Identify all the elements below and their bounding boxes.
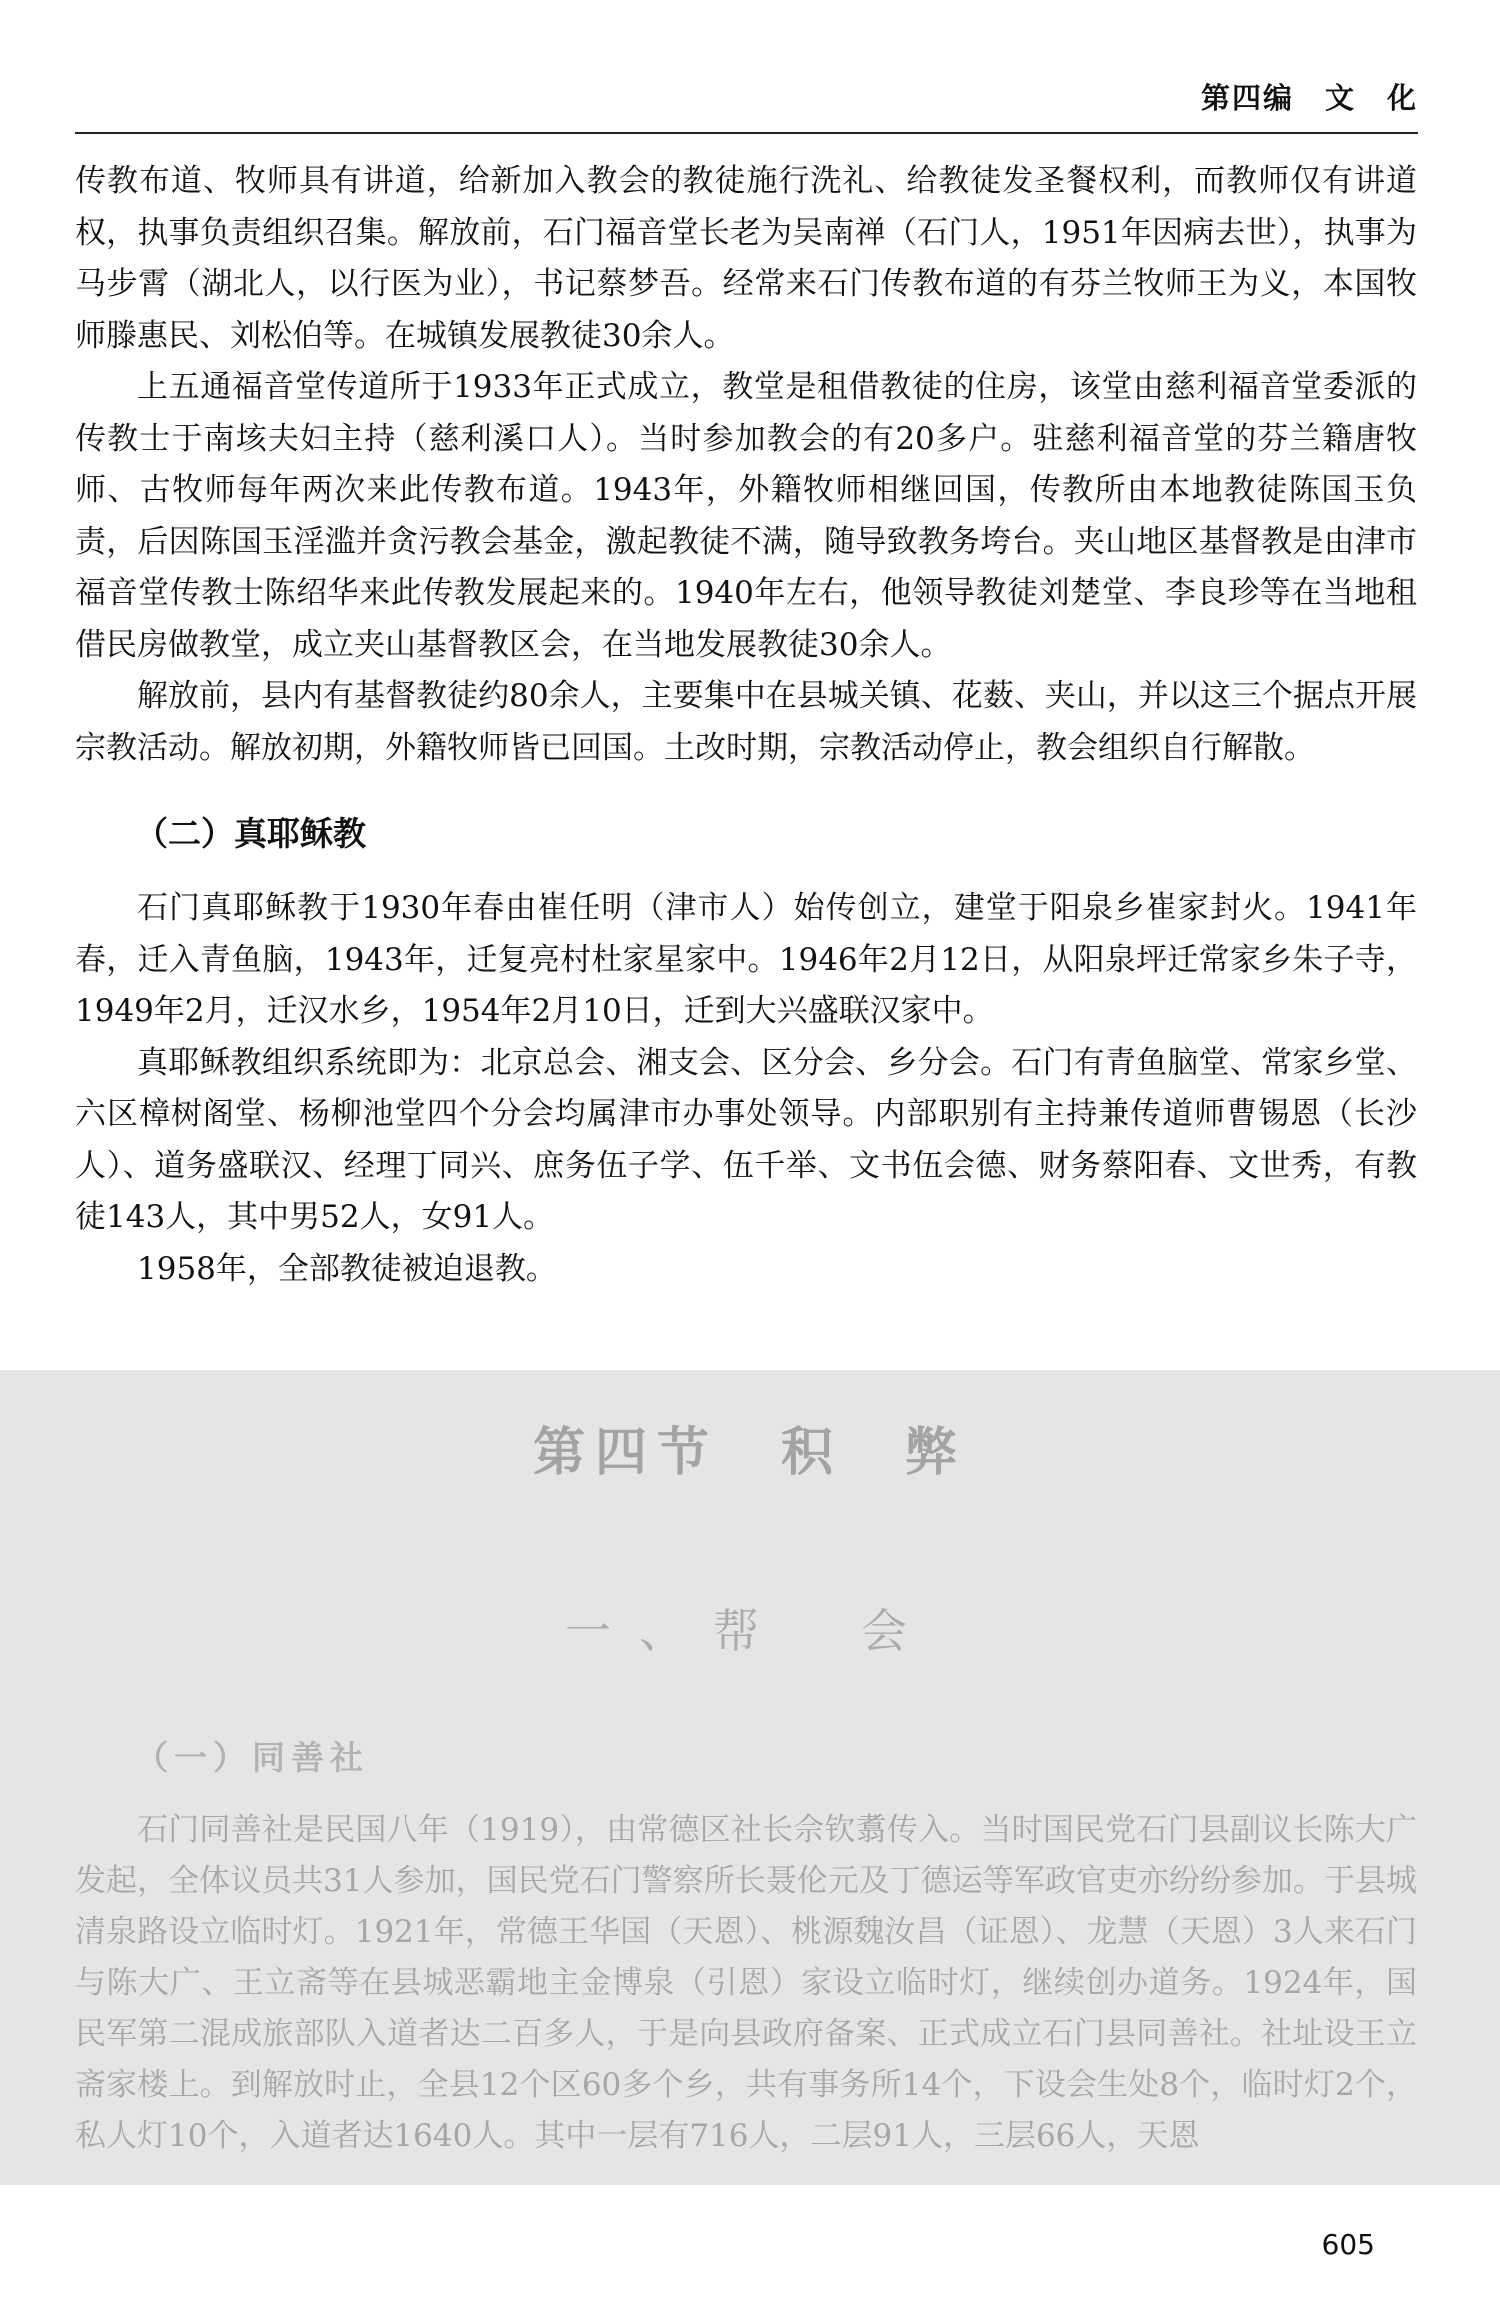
section-protestant <box>75 156 1417 774</box>
subsection-heading: （一）同善社 <box>135 1738 369 1777</box>
paragraph: 解放前，县内有基督教徒约80余人，主要集中在县城关镇、花薮、夹山，并以这三个据点开展宗教活动。解放初期，外籍牧师皆已回国。土改时期，宗教活动停止，教会组织自行解散。 <box>75 678 1417 766</box>
section-true-jesus-church <box>75 883 1417 1295</box>
paragraph: 石门同善社是民国八年（1919），由常德区社长佘钦翥传入。当时国民党石门县副议长陈大广发起，全体议员共31人参加，国民党石门警察所长聂伦元及丁德运等军政官吏亦纷纷参加。于县城清泉路设立临时灯。1921年，常德王华国（天恩）、桃源魏汝昌（证恩）、龙慧（天恩）3人来石门与陈大广、王立斋等在县城恶霸地主金博泉（引恩）家设立临时灯，继续创办道务。1924年，国民军第二混成旅部队入道者达二百多人，于是向县政府备案、正式成立石门县同善社。社址设王立斋家楼上。到解放时止，全县12个区60多个乡，共有事务所14个，下设会生处8个，临时灯2个，私人灯10个，入道者达1640人。其中一层有716人，二层91人，三层66人，天恩 <box>75 1812 1417 2154</box>
running-head-title: 第四编 文 化 <box>1200 81 1418 115</box>
section-title: 第四节 积 弊 <box>532 1422 967 1483</box>
paragraph: 1958年，全部教徒被迫退教。 <box>137 1250 557 1287</box>
paragraph: 上五通福音堂传道所于1933年正式成立，教堂是租借教徒的住房，该堂由慈利福音堂委派的传教士于南垓夫妇主持（慈利溪口人）。当时参加教会的有20多户。驻慈利福音堂的芬兰籍唐牧师、古牧师每年两次来此传教布道。1943年，外籍牧师相继回国，传教所由本地教徒陈国玉负责，后因陈国玉淫滥并贪污教会基金，激起教徒不满，随导致教务垮台。夹山地区基督教是由津市福音堂传教士陈绍华来此传教发展起来的。1940年左右，他领导教徒刘楚堂、李良珍等在当地租借民房做教堂，成立夹山基督教区会，在当地发展教徒30余人。 <box>75 369 1417 663</box>
subsection-heading: （二）真耶稣教 <box>135 814 366 853</box>
chapter-title: 一、帮 会 <box>565 1604 935 1658</box>
faded-text <box>75 1805 1417 2162</box>
page-number: 605 <box>1321 2228 1375 2261</box>
paragraph: 真耶稣教组织系统即为：北京总会、湘支会、区分会、乡分会。石门有青鱼脑堂、常家乡堂、六区樟树阁堂、杨柳池堂四个分会均属津市办事处领导。内部职别有主持兼传道师曹锡恩（长沙人）、道务盛联汉、经理丁同兴、庶务伍子学、伍千举、文书伍会德、财务蔡阳春、文世秀，有教徒143人，其中男52人，女91人。 <box>75 1044 1417 1235</box>
paragraph: 传教布道、牧师具有讲道，给新加入教会的教徒施行洗礼、给教徒发圣餐权利，而教师仅有讲道权，执事负责组织召集。解放前，石门福音堂长老为吴南禅（石门人，1951年因病去世），执事为马步霄（湖北人，以行医为业），书记蔡梦吾。经常来石门传教布道的有芬兰牧师王为义，本国牧师滕惠民、刘松伯等。在城镇发展教徒30余人。 <box>75 163 1417 354</box>
running-head <box>75 74 1418 134</box>
paragraph: 石门真耶稣教于1930年春由崔任明（津市人）始传创立，建堂于阳泉乡崔家封火。1941年春，迁入青鱼脑，1943年，迁复亮村杜家星家中。1946年2月12日，从阳泉坪迁常家乡朱子寺，1949年2月，迁汉水乡，1954年2月10日，迁到大兴盛联汉家中。 <box>75 890 1417 1029</box>
faded-next-section <box>0 1370 1500 2185</box>
main-content <box>75 156 1417 1295</box>
